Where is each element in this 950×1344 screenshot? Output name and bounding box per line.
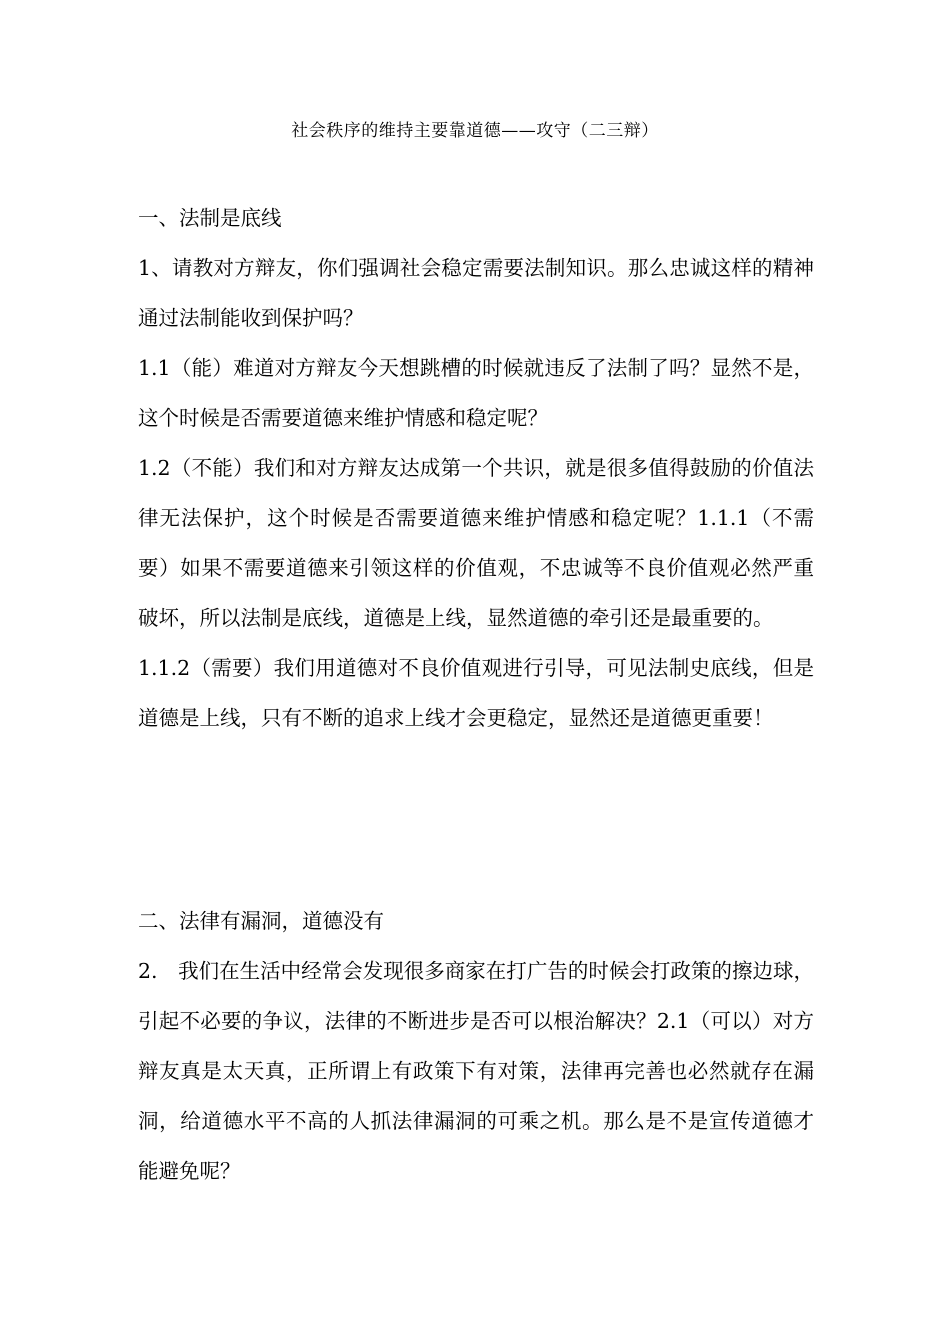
section-heading: 二、法律有漏洞，道德没有 — [138, 909, 384, 933]
paragraph: 1.1（能）难道对方辩友今天想跳槽的时候就违反了法制了吗？显然不是，这个时候是否需要道德来维护情感和稳定呢？ — [138, 356, 814, 430]
section-2 — [138, 896, 814, 1196]
paragraph: 1.1.2（需要）我们用道德对不良价值观进行引导，可见法制史底线，但是道德是上线，只有不断的追求上线才会更稳定，显然还是道德更重要！ — [138, 656, 814, 730]
paragraph: 2. 我们在生活中经常会发现很多商家在打广告的时候会打政策的擦边球，引起不必要的争议，法律的不断进步是否可以根治解决？2.1（可以）对方辩友真是太天真，正所谓上有政策下有对策，法律再完善也必然就存在漏洞，给道德水平不高的人抓法律漏洞的可乘之机。那么是不是宣传道德才能避免呢？ — [138, 959, 814, 1183]
document-title: 社会秩序的维持主要靠道德——攻守（二三辩） — [291, 121, 659, 141]
section-1 — [138, 193, 814, 743]
paragraph: 1、请教对方辩友，你们强调社会稳定需要法制知识。那么忠诚这样的精神通过法制能收到保护吗？ — [138, 256, 814, 330]
paragraph: 1.2（不能）我们和对方辩友达成第一个共识，就是很多值得鼓励的价值法律无法保护，这个时候是否需要道德来维护情感和稳定呢？1.1.1（不需要）如果不需要道德来引领这样的价值观，不忠诚等不良价值观必然严重破坏，所以法制是底线，道德是上线，显然道德的牵引还是最重要的。 — [138, 456, 814, 630]
section-heading: 一、法制是底线 — [138, 206, 282, 230]
